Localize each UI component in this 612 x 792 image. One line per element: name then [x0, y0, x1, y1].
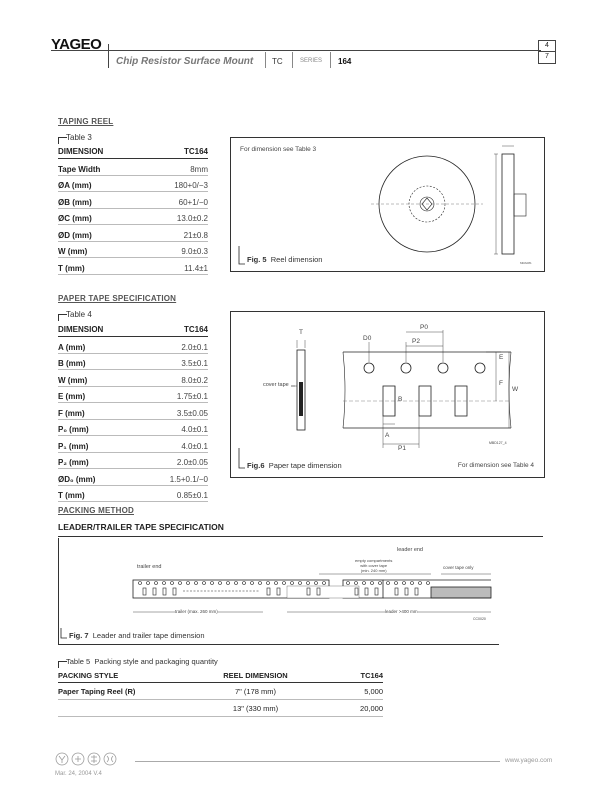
table-row	[58, 337, 208, 354]
document-title: Chip Resistor Surface Mount	[116, 56, 254, 67]
col-model: TC164	[183, 147, 208, 156]
row-key: ØD (mm)	[58, 230, 92, 240]
paper-tape-diagram	[231, 312, 544, 477]
table-header	[58, 325, 208, 337]
row-key: B (mm)	[58, 359, 86, 368]
table-5	[58, 671, 383, 717]
header-divider	[108, 44, 109, 68]
label-cover-tape-only: cover tape only	[443, 565, 474, 570]
label-p2: P2	[412, 338, 420, 345]
row-value: 3.5±0.05	[176, 408, 208, 418]
page-indicator	[538, 40, 556, 64]
label-f: F	[499, 380, 503, 387]
row-value: 1.75±0.1	[176, 392, 208, 401]
label-cover-tape: cover tape	[263, 382, 289, 388]
figure-code: MBD127_4	[489, 441, 507, 445]
table-row	[58, 209, 208, 226]
row-key: W (mm)	[58, 247, 88, 256]
figure-label: Fig.6	[247, 461, 265, 470]
table-header	[58, 671, 383, 683]
series-label: SERIES	[300, 58, 323, 64]
figure-code: CC0020	[473, 617, 486, 621]
row-value: 180+0/−3	[174, 181, 208, 190]
footer-date: Mar. 24, 2004 V.4	[55, 771, 102, 777]
figure-label: Fig. 5	[247, 255, 267, 264]
figure-7-leader-trailer	[58, 538, 499, 645]
section-title-paper-tape: PAPER TAPE SPECIFICATION	[58, 294, 177, 303]
figure-note: For dimension see Table 3	[240, 146, 317, 153]
footer-url[interactable]: www.yageo.com	[505, 757, 553, 764]
series-code: TC	[272, 57, 283, 66]
label-d0: D0	[363, 335, 372, 342]
table-row	[58, 370, 208, 387]
table-3	[58, 147, 208, 275]
table-row	[58, 486, 208, 503]
row-key: ØA (mm)	[58, 181, 92, 190]
row-value: 4.0±0.1	[181, 425, 208, 434]
table-4	[58, 325, 208, 502]
label-a: A	[385, 432, 390, 439]
label-leader-end: leader end	[397, 547, 423, 553]
leader-trailer-diagram	[59, 538, 499, 644]
page-total: 7	[539, 51, 555, 62]
label-trailer-length: trailer (max. 260 mm)	[175, 609, 218, 614]
figure-caption-text: Reel dimension	[270, 255, 323, 264]
row-value: 0.85±0.1	[176, 491, 208, 500]
section-title-packing: PACKING METHOD	[58, 506, 134, 515]
label-b: B	[398, 396, 403, 403]
row-key: A (mm)	[58, 342, 86, 352]
header-separator	[265, 52, 266, 68]
figure-caption-text: Paper tape dimension	[268, 461, 342, 470]
row-value: 8mm	[190, 164, 208, 174]
series-value: 164	[338, 57, 352, 66]
row-value: 4.0±0.1	[181, 441, 208, 451]
row-value: 9.0±0.3	[181, 247, 208, 256]
label-empty-line3: (min. 240 mm)	[360, 568, 387, 573]
row-key: T (mm)	[58, 263, 85, 273]
table-row	[58, 176, 208, 193]
cell-quantity: 20,000	[360, 703, 383, 713]
table-row	[58, 258, 208, 275]
row-key: Tape Width	[58, 164, 101, 174]
label-empty-line1: empty compartments	[355, 558, 393, 563]
col-packing-style: PACKING STYLE	[58, 671, 119, 680]
figure-6-paper-tape	[230, 311, 545, 478]
row-key: E (mm)	[58, 392, 86, 401]
table-row	[58, 436, 208, 453]
label-e: E	[499, 354, 504, 361]
table-5-label	[66, 657, 218, 666]
cell-style: Paper Taping Reel (R)	[58, 686, 136, 696]
label-leader-length: leader >400 mm	[385, 609, 418, 614]
subhead-rule	[58, 536, 543, 537]
header-separator	[292, 52, 293, 68]
page-current: 4	[545, 42, 549, 49]
label-w: W	[512, 386, 519, 393]
row-value: 8.0±0.2	[181, 375, 208, 385]
row-key: P₂ (mm)	[58, 458, 89, 467]
table-row	[58, 453, 208, 470]
table-row	[58, 354, 208, 371]
table-3-label: Table 3	[66, 133, 92, 142]
brand-logo: YAGEO	[51, 36, 102, 53]
table-row	[58, 242, 208, 259]
row-value: 2.0±0.05	[176, 458, 208, 467]
row-value: 13.0±0.2	[176, 214, 208, 223]
label-p1: P1	[398, 445, 406, 452]
label-trailer-end: trailer end	[137, 564, 162, 570]
label-p0: P0	[420, 324, 428, 331]
table-row	[58, 700, 383, 717]
table-row	[58, 192, 208, 209]
row-key: P₁ (mm)	[58, 441, 89, 451]
table-5-desc: Packing style and packaging quantity	[94, 657, 218, 666]
row-value: 1.5+0.1/−0	[169, 474, 208, 484]
cell-quantity: 5,000	[364, 686, 383, 696]
table-row	[58, 469, 208, 486]
table-row	[58, 683, 383, 700]
section-title-taping-reel: TAPING REEL	[58, 117, 114, 126]
table-row	[58, 225, 208, 242]
row-value: 21±0.8	[183, 230, 208, 240]
col-model: TC164	[360, 671, 383, 680]
footer-certification-icons	[55, 751, 127, 767]
figure-caption	[69, 631, 205, 640]
row-value: 60+1/−0	[178, 197, 208, 207]
label-t: T	[299, 329, 303, 336]
label-empty-compartments	[355, 558, 392, 573]
row-key: T (mm)	[58, 491, 85, 500]
reel-diagram	[231, 138, 544, 271]
figure-label: Fig. 7	[69, 631, 89, 640]
row-key: P₀ (mm)	[58, 425, 89, 434]
table-5-title: Table 5	[66, 657, 91, 666]
leader-trailer-subhead: LEADER/TRAILER TAPE SPECIFICATION	[58, 522, 224, 532]
figure-5-reel	[230, 137, 545, 272]
cell-dimension: 7" (178 mm)	[234, 686, 276, 696]
figure-caption-text: Leader and trailer tape dimension	[92, 631, 205, 640]
footer-rule	[135, 761, 500, 762]
row-value: 2.0±0.1	[181, 342, 208, 352]
header-separator	[330, 52, 331, 68]
col-model: TC164	[183, 325, 208, 334]
col-dimension: DIMENSION	[58, 147, 104, 156]
table-row	[58, 420, 208, 437]
table-4-label: Table 4	[66, 310, 92, 319]
table-header	[58, 147, 208, 159]
table-row	[58, 159, 208, 176]
row-key: ØB (mm)	[58, 197, 92, 207]
col-dimension: DIMENSION	[58, 325, 104, 334]
row-key: ØD₀ (mm)	[58, 474, 96, 484]
cell-dimension: 13" (330 mm)	[232, 703, 279, 713]
table-row	[58, 387, 208, 404]
table-row	[58, 403, 208, 420]
col-reel-dimension: REEL DIMENSION	[223, 671, 288, 680]
row-key: F (mm)	[58, 408, 85, 418]
svg-text:MRA081: MRA081	[520, 261, 532, 265]
label-empty-line2: with cover tape	[360, 563, 388, 568]
figure-caption	[247, 255, 322, 264]
row-value: 11.4±1	[184, 263, 208, 273]
row-key: ØC (mm)	[58, 214, 92, 223]
figure-note: For dimension see Table 4	[457, 462, 534, 469]
row-value: 3.5±0.1	[181, 359, 208, 368]
row-key: W (mm)	[58, 375, 88, 385]
figure-caption	[247, 461, 342, 470]
header-rule	[51, 50, 541, 51]
